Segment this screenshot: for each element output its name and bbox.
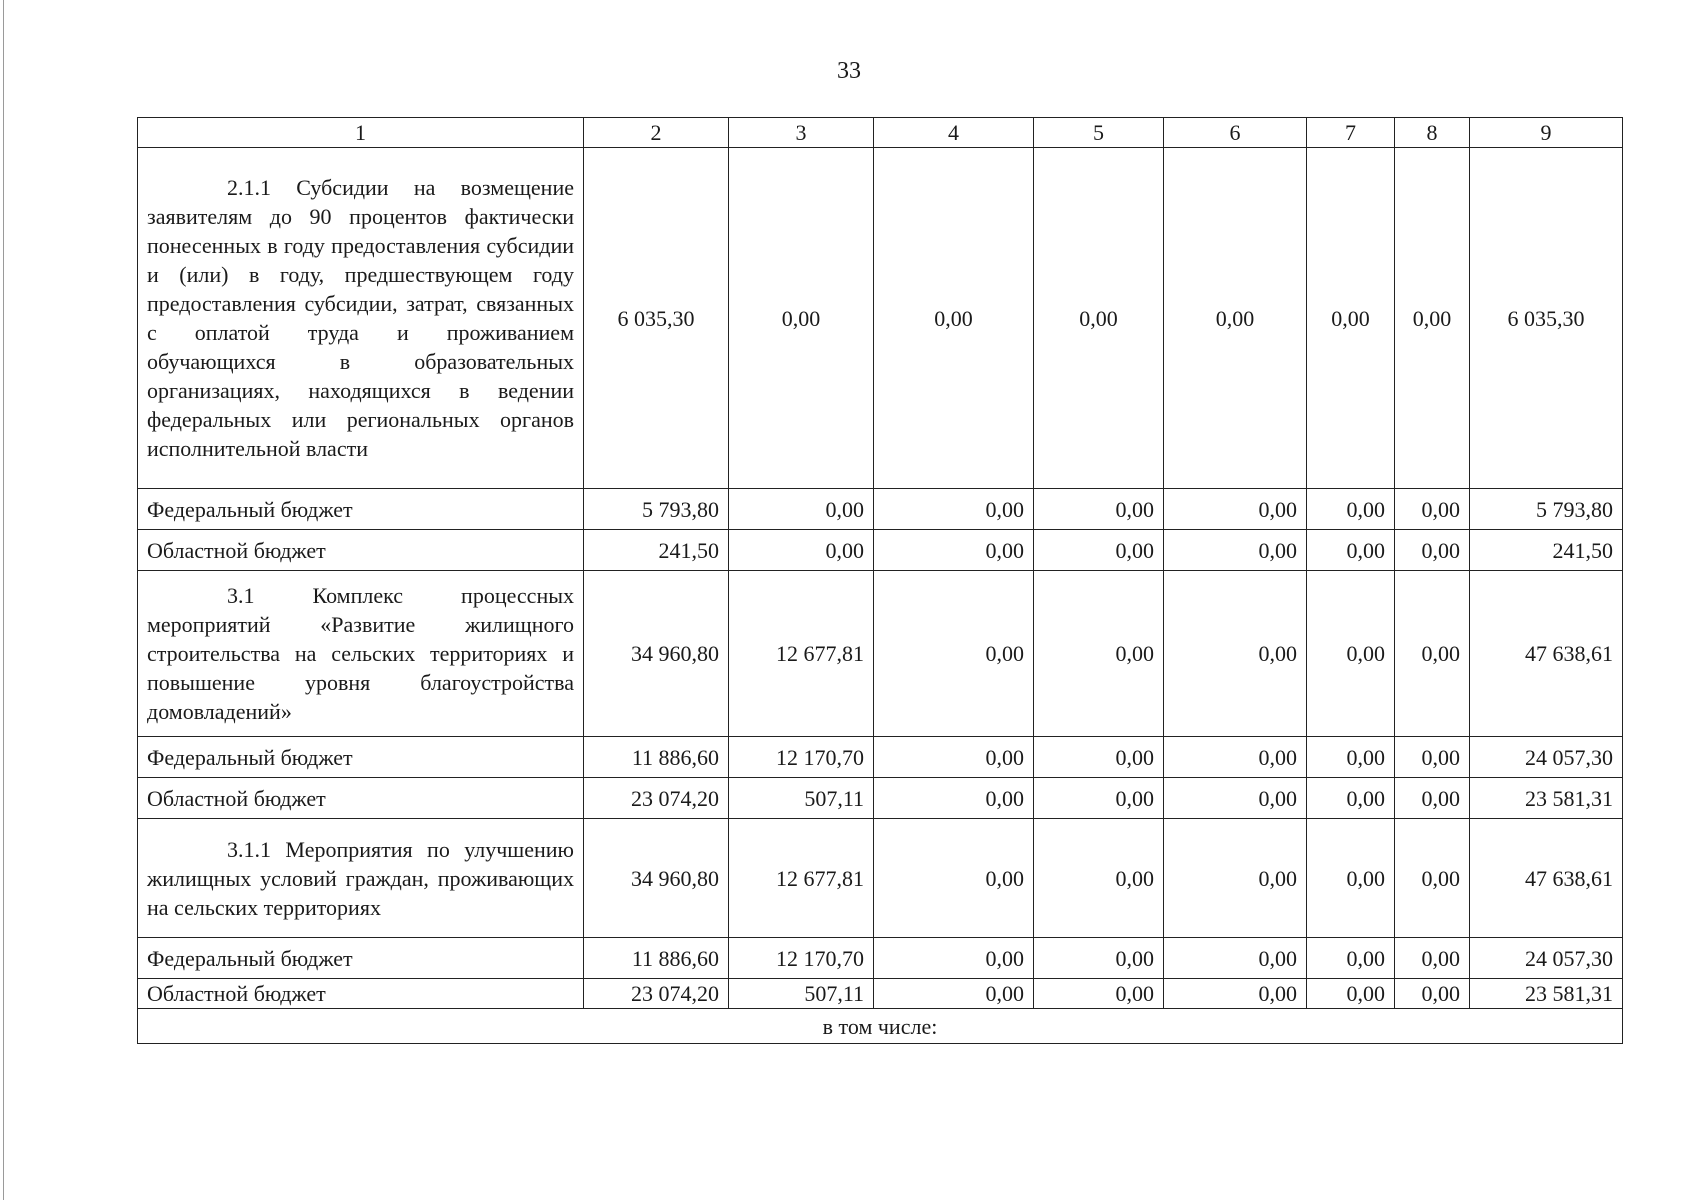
table-cell: 507,11 xyxy=(729,778,874,819)
table-row xyxy=(138,778,1623,819)
table-cell: 0,00 xyxy=(1307,489,1395,530)
table-cell: 0,00 xyxy=(1395,148,1470,489)
table-cell: 0,00 xyxy=(1307,571,1395,737)
budget-label: Областной бюджет xyxy=(138,979,584,1009)
table-cell: 24 057,30 xyxy=(1470,737,1623,778)
section-description-text: 3.1.1 Мероприятия по улучшению жилищных условий граждан, проживающих на сельских территориях xyxy=(147,836,574,920)
budget-label: Областной бюджет xyxy=(138,778,584,819)
budget-table xyxy=(137,117,1623,1044)
table-cell: 6 035,30 xyxy=(1470,148,1623,489)
table-cell: 0,00 xyxy=(1034,819,1164,938)
table-cell: 11 886,60 xyxy=(584,938,729,979)
table-cell: 0,00 xyxy=(729,489,874,530)
column-header: 9 xyxy=(1470,118,1623,148)
budget-label: Федеральный бюджет xyxy=(138,489,584,530)
table-cell: 0,00 xyxy=(874,778,1034,819)
table-cell: 12 170,70 xyxy=(729,938,874,979)
table-cell: 11 886,60 xyxy=(584,737,729,778)
budget-label: Областной бюджет xyxy=(138,530,584,571)
page-number: 33 xyxy=(837,58,861,84)
table-cell: 12 170,70 xyxy=(729,737,874,778)
table-cell: 241,50 xyxy=(584,530,729,571)
table-cell: 0,00 xyxy=(1164,778,1307,819)
table-cell: 5 793,80 xyxy=(1470,489,1623,530)
section-description-text: 2.1.1 Субсидии на возмещение заявителям до 90 процентов фактически понесенных в году предоставления субсидии и (или) в году, предшествующем году предоставления субсидии, затрат, связанных с оплатой труда и проживанием обучающихся в образовательных организациях, находящихся в ведении федеральных или региональных органов исполнительной власти xyxy=(147,175,574,461)
table-cell: 0,00 xyxy=(1395,938,1470,979)
table-cell: 0,00 xyxy=(1395,819,1470,938)
table-cell: 0,00 xyxy=(1395,979,1470,1009)
column-header: 8 xyxy=(1395,118,1470,148)
table-row xyxy=(138,979,1623,1009)
section-description-text: 3.1 Комплекс процессных мероприятий «Развитие жилищного строительства на сельских территориях и повышение уровня благоустройства домовладений» xyxy=(147,583,574,724)
table-cell: 0,00 xyxy=(1395,737,1470,778)
table-cell: 0,00 xyxy=(1034,979,1164,1009)
table-cell: 0,00 xyxy=(1164,819,1307,938)
table-cell: 23 074,20 xyxy=(584,778,729,819)
section-description xyxy=(138,571,584,737)
section-description xyxy=(138,819,584,938)
table-cell: 0,00 xyxy=(1307,530,1395,571)
table-cell: 0,00 xyxy=(1034,489,1164,530)
table-row xyxy=(138,819,1623,938)
column-header: 5 xyxy=(1034,118,1164,148)
table-cell: 5 793,80 xyxy=(584,489,729,530)
table-cell: 0,00 xyxy=(1034,737,1164,778)
table-cell: 0,00 xyxy=(1034,571,1164,737)
table-cell: 23 581,31 xyxy=(1470,778,1623,819)
table-cell: 0,00 xyxy=(1164,530,1307,571)
table-header-row xyxy=(138,118,1623,148)
table-cell: 0,00 xyxy=(1307,979,1395,1009)
table-cell: 0,00 xyxy=(729,530,874,571)
table-cell: 0,00 xyxy=(1395,778,1470,819)
table-cell: 0,00 xyxy=(729,148,874,489)
including-label: в том числе: xyxy=(138,1009,1623,1044)
table-cell: 0,00 xyxy=(874,938,1034,979)
table-row xyxy=(138,489,1623,530)
table-cell: 0,00 xyxy=(1307,737,1395,778)
table-cell: 0,00 xyxy=(1164,938,1307,979)
table-cell: 0,00 xyxy=(1164,489,1307,530)
table-cell: 0,00 xyxy=(874,819,1034,938)
column-header: 6 xyxy=(1164,118,1307,148)
table-row xyxy=(138,530,1623,571)
table-cell: 0,00 xyxy=(1307,778,1395,819)
table-cell: 0,00 xyxy=(1164,737,1307,778)
table-cell: 0,00 xyxy=(874,489,1034,530)
table-cell: 0,00 xyxy=(1395,530,1470,571)
table-cell: 0,00 xyxy=(874,148,1034,489)
table-row xyxy=(138,1009,1623,1044)
table-row xyxy=(138,571,1623,737)
table-cell: 0,00 xyxy=(1307,938,1395,979)
table-cell: 34 960,80 xyxy=(584,819,729,938)
table-cell: 0,00 xyxy=(1164,979,1307,1009)
table-row xyxy=(138,148,1623,489)
table-cell: 0,00 xyxy=(1395,571,1470,737)
column-header: 7 xyxy=(1307,118,1395,148)
table-cell: 0,00 xyxy=(1307,819,1395,938)
table-cell: 0,00 xyxy=(874,571,1034,737)
table-cell: 241,50 xyxy=(1470,530,1623,571)
table-cell: 12 677,81 xyxy=(729,819,874,938)
table-cell: 47 638,61 xyxy=(1470,819,1623,938)
column-header: 2 xyxy=(584,118,729,148)
table-cell: 0,00 xyxy=(874,530,1034,571)
table-cell: 0,00 xyxy=(1395,489,1470,530)
table-cell: 0,00 xyxy=(1034,778,1164,819)
table-cell: 0,00 xyxy=(1034,530,1164,571)
table-cell: 0,00 xyxy=(1164,148,1307,489)
table-cell: 6 035,30 xyxy=(584,148,729,489)
table-cell: 507,11 xyxy=(729,979,874,1009)
section-description xyxy=(138,148,584,489)
table-cell: 0,00 xyxy=(1164,571,1307,737)
column-header: 3 xyxy=(729,118,874,148)
budget-label: Федеральный бюджет xyxy=(138,938,584,979)
table-cell: 23 074,20 xyxy=(584,979,729,1009)
table-cell: 0,00 xyxy=(1034,148,1164,489)
table-cell: 0,00 xyxy=(874,737,1034,778)
table-cell: 0,00 xyxy=(874,979,1034,1009)
column-header: 4 xyxy=(874,118,1034,148)
table-cell: 12 677,81 xyxy=(729,571,874,737)
table-cell: 0,00 xyxy=(1307,148,1395,489)
table-row xyxy=(138,737,1623,778)
page-edge-rule xyxy=(3,0,4,1200)
column-header: 1 xyxy=(138,118,584,148)
table-cell: 47 638,61 xyxy=(1470,571,1623,737)
table-cell: 0,00 xyxy=(1034,938,1164,979)
table-cell: 34 960,80 xyxy=(584,571,729,737)
table-cell: 23 581,31 xyxy=(1470,979,1623,1009)
budget-label: Федеральный бюджет xyxy=(138,737,584,778)
table-cell: 24 057,30 xyxy=(1470,938,1623,979)
table-row xyxy=(138,938,1623,979)
